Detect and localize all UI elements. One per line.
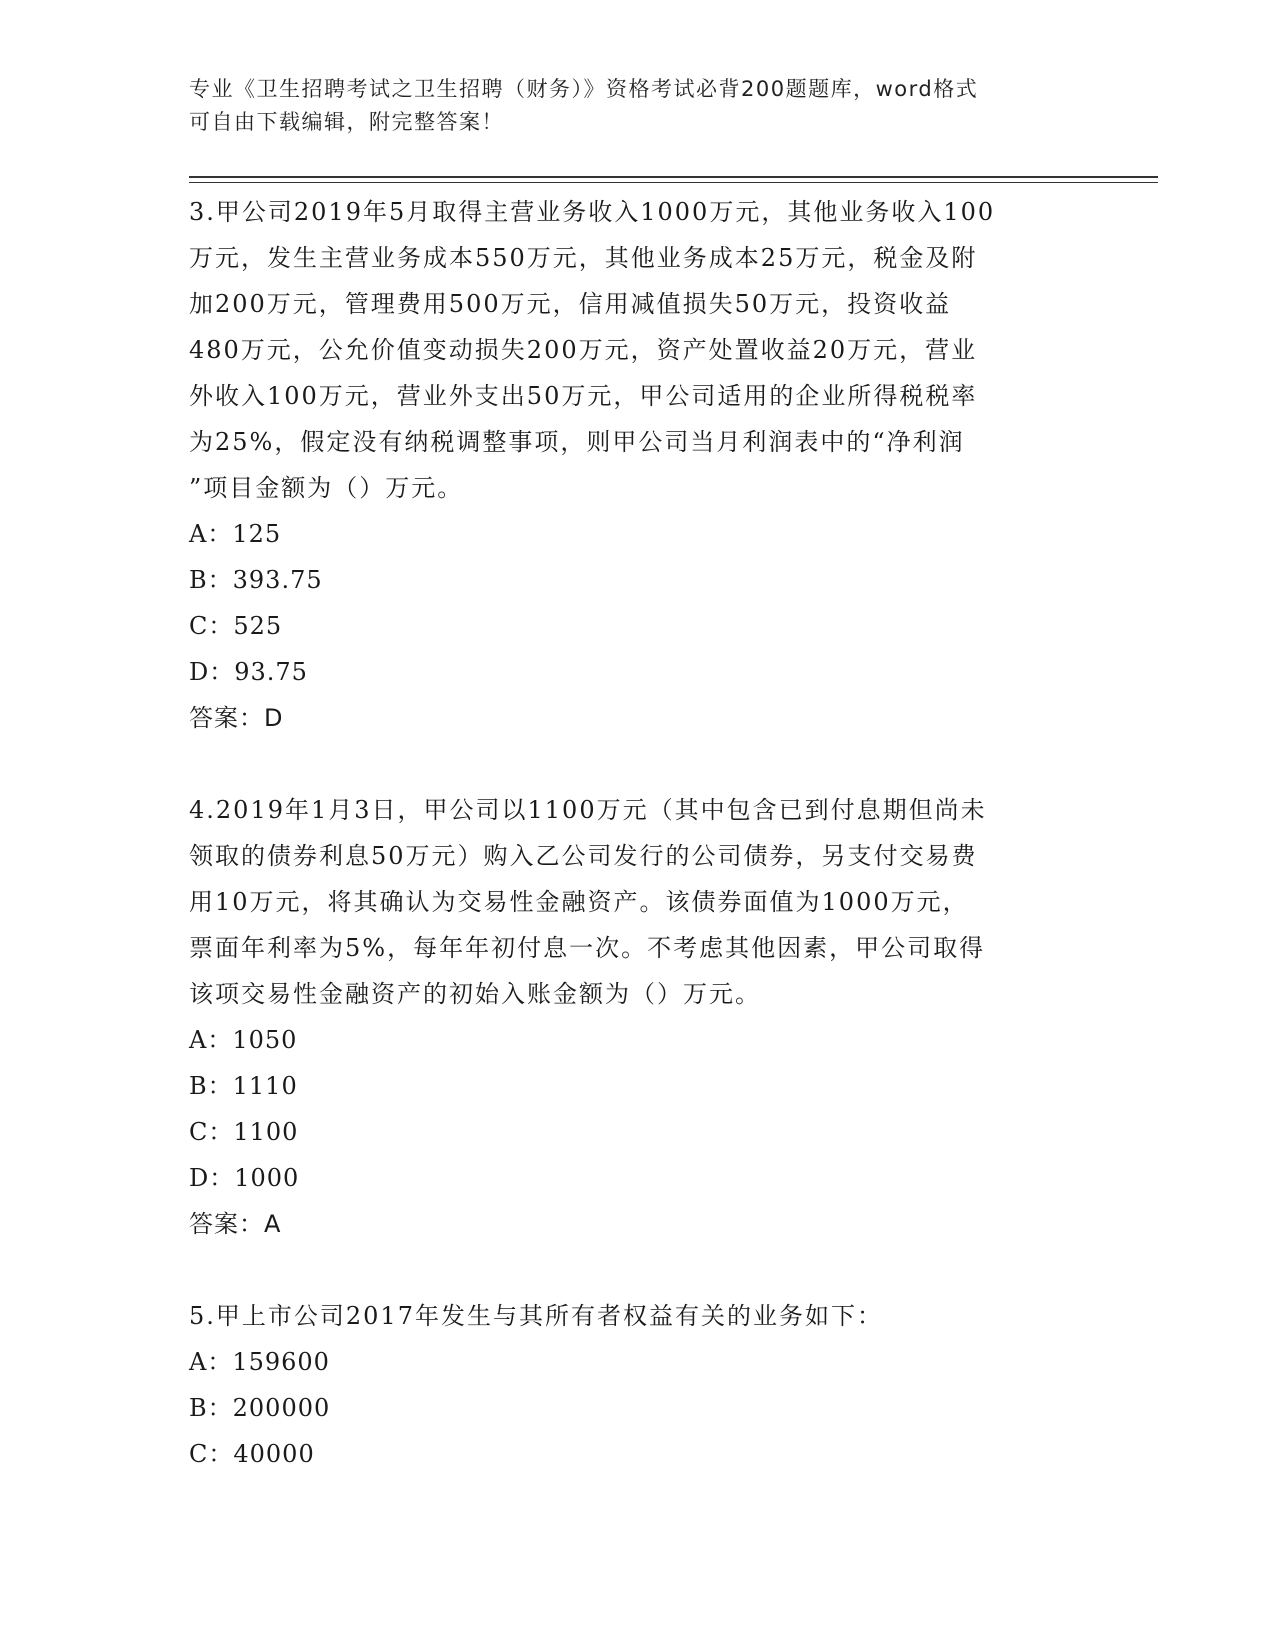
- answer-line: 答案：D: [189, 704, 284, 732]
- question-5: [189, 1293, 1089, 1477]
- question-stem-line: 为25%，假定没有纳税调整事项，则甲公司当月利润表中的“净利润: [189, 428, 965, 456]
- header-title-line-1: 专业《卫生招聘考试之卫生招聘（财务）》资格考试必背200题题库，word格式: [189, 77, 979, 101]
- header-divider-thin: [189, 182, 1158, 183]
- option-a: A：1050: [189, 1026, 298, 1054]
- option-a: A：125: [189, 520, 282, 548]
- question-stem-line: 万元，发生主营业务成本550万元，其他业务成本25万元，税金及附: [189, 244, 978, 272]
- document-header: [189, 73, 1089, 139]
- question-stem-line: 5.甲上市公司2017年发生与其所有者权益有关的业务如下：: [189, 1302, 883, 1330]
- question-stem-line: 外收入100万元，营业外支出50万元，甲公司适用的企业所得税税率: [189, 382, 978, 410]
- question-stem-line: 4.2019年1月3日，甲公司以1100万元（其中包含已到付息期但尚未: [189, 796, 987, 824]
- option-b: B：1110: [189, 1072, 298, 1100]
- question-stem-line: 480万元，公允价值变动损失200万元，资产处置收益20万元，营业: [189, 336, 978, 364]
- option-c: C：525: [189, 612, 283, 640]
- option-c: C：40000: [189, 1440, 315, 1468]
- question-stem-line: 领取的债券利息50万元）购入乙公司发行的公司债券，另支付交易费: [189, 842, 978, 870]
- question-stem-line: 用10万元，将其确认为交易性金融资产。该债券面值为1000万元，: [189, 888, 969, 916]
- question-stem-line: 票面年利率为5%，每年年初付息一次。不考虑其他因素，甲公司取得: [189, 934, 986, 962]
- question-stem-line: 加200万元，管理费用500万元，信用减值损失50万元，投资收益: [189, 290, 952, 318]
- question-stem-line: ”项目金额为（）万元。: [189, 474, 464, 502]
- question-3: [189, 189, 1089, 741]
- option-b: B：393.75: [189, 566, 323, 594]
- option-b: B：200000: [189, 1394, 331, 1422]
- question-list: [189, 189, 1089, 1523]
- question-stem-line: 3.甲公司2019年5月取得主营业务收入1000万元，其他业务收入100: [189, 198, 996, 226]
- question-4: [189, 787, 1089, 1247]
- option-d: D：93.75: [189, 658, 308, 686]
- option-c: C：1100: [189, 1118, 299, 1146]
- header-title-line-2: 可自由下载编辑，附完整答案！: [189, 110, 504, 134]
- option-a: A：159600: [189, 1348, 330, 1376]
- question-stem-line: 该项交易性金融资产的初始入账金额为（）万元。: [189, 980, 761, 1008]
- answer-line: 答案：A: [189, 1210, 282, 1238]
- header-divider-thick: [189, 176, 1158, 178]
- option-d: D：1000: [189, 1164, 300, 1192]
